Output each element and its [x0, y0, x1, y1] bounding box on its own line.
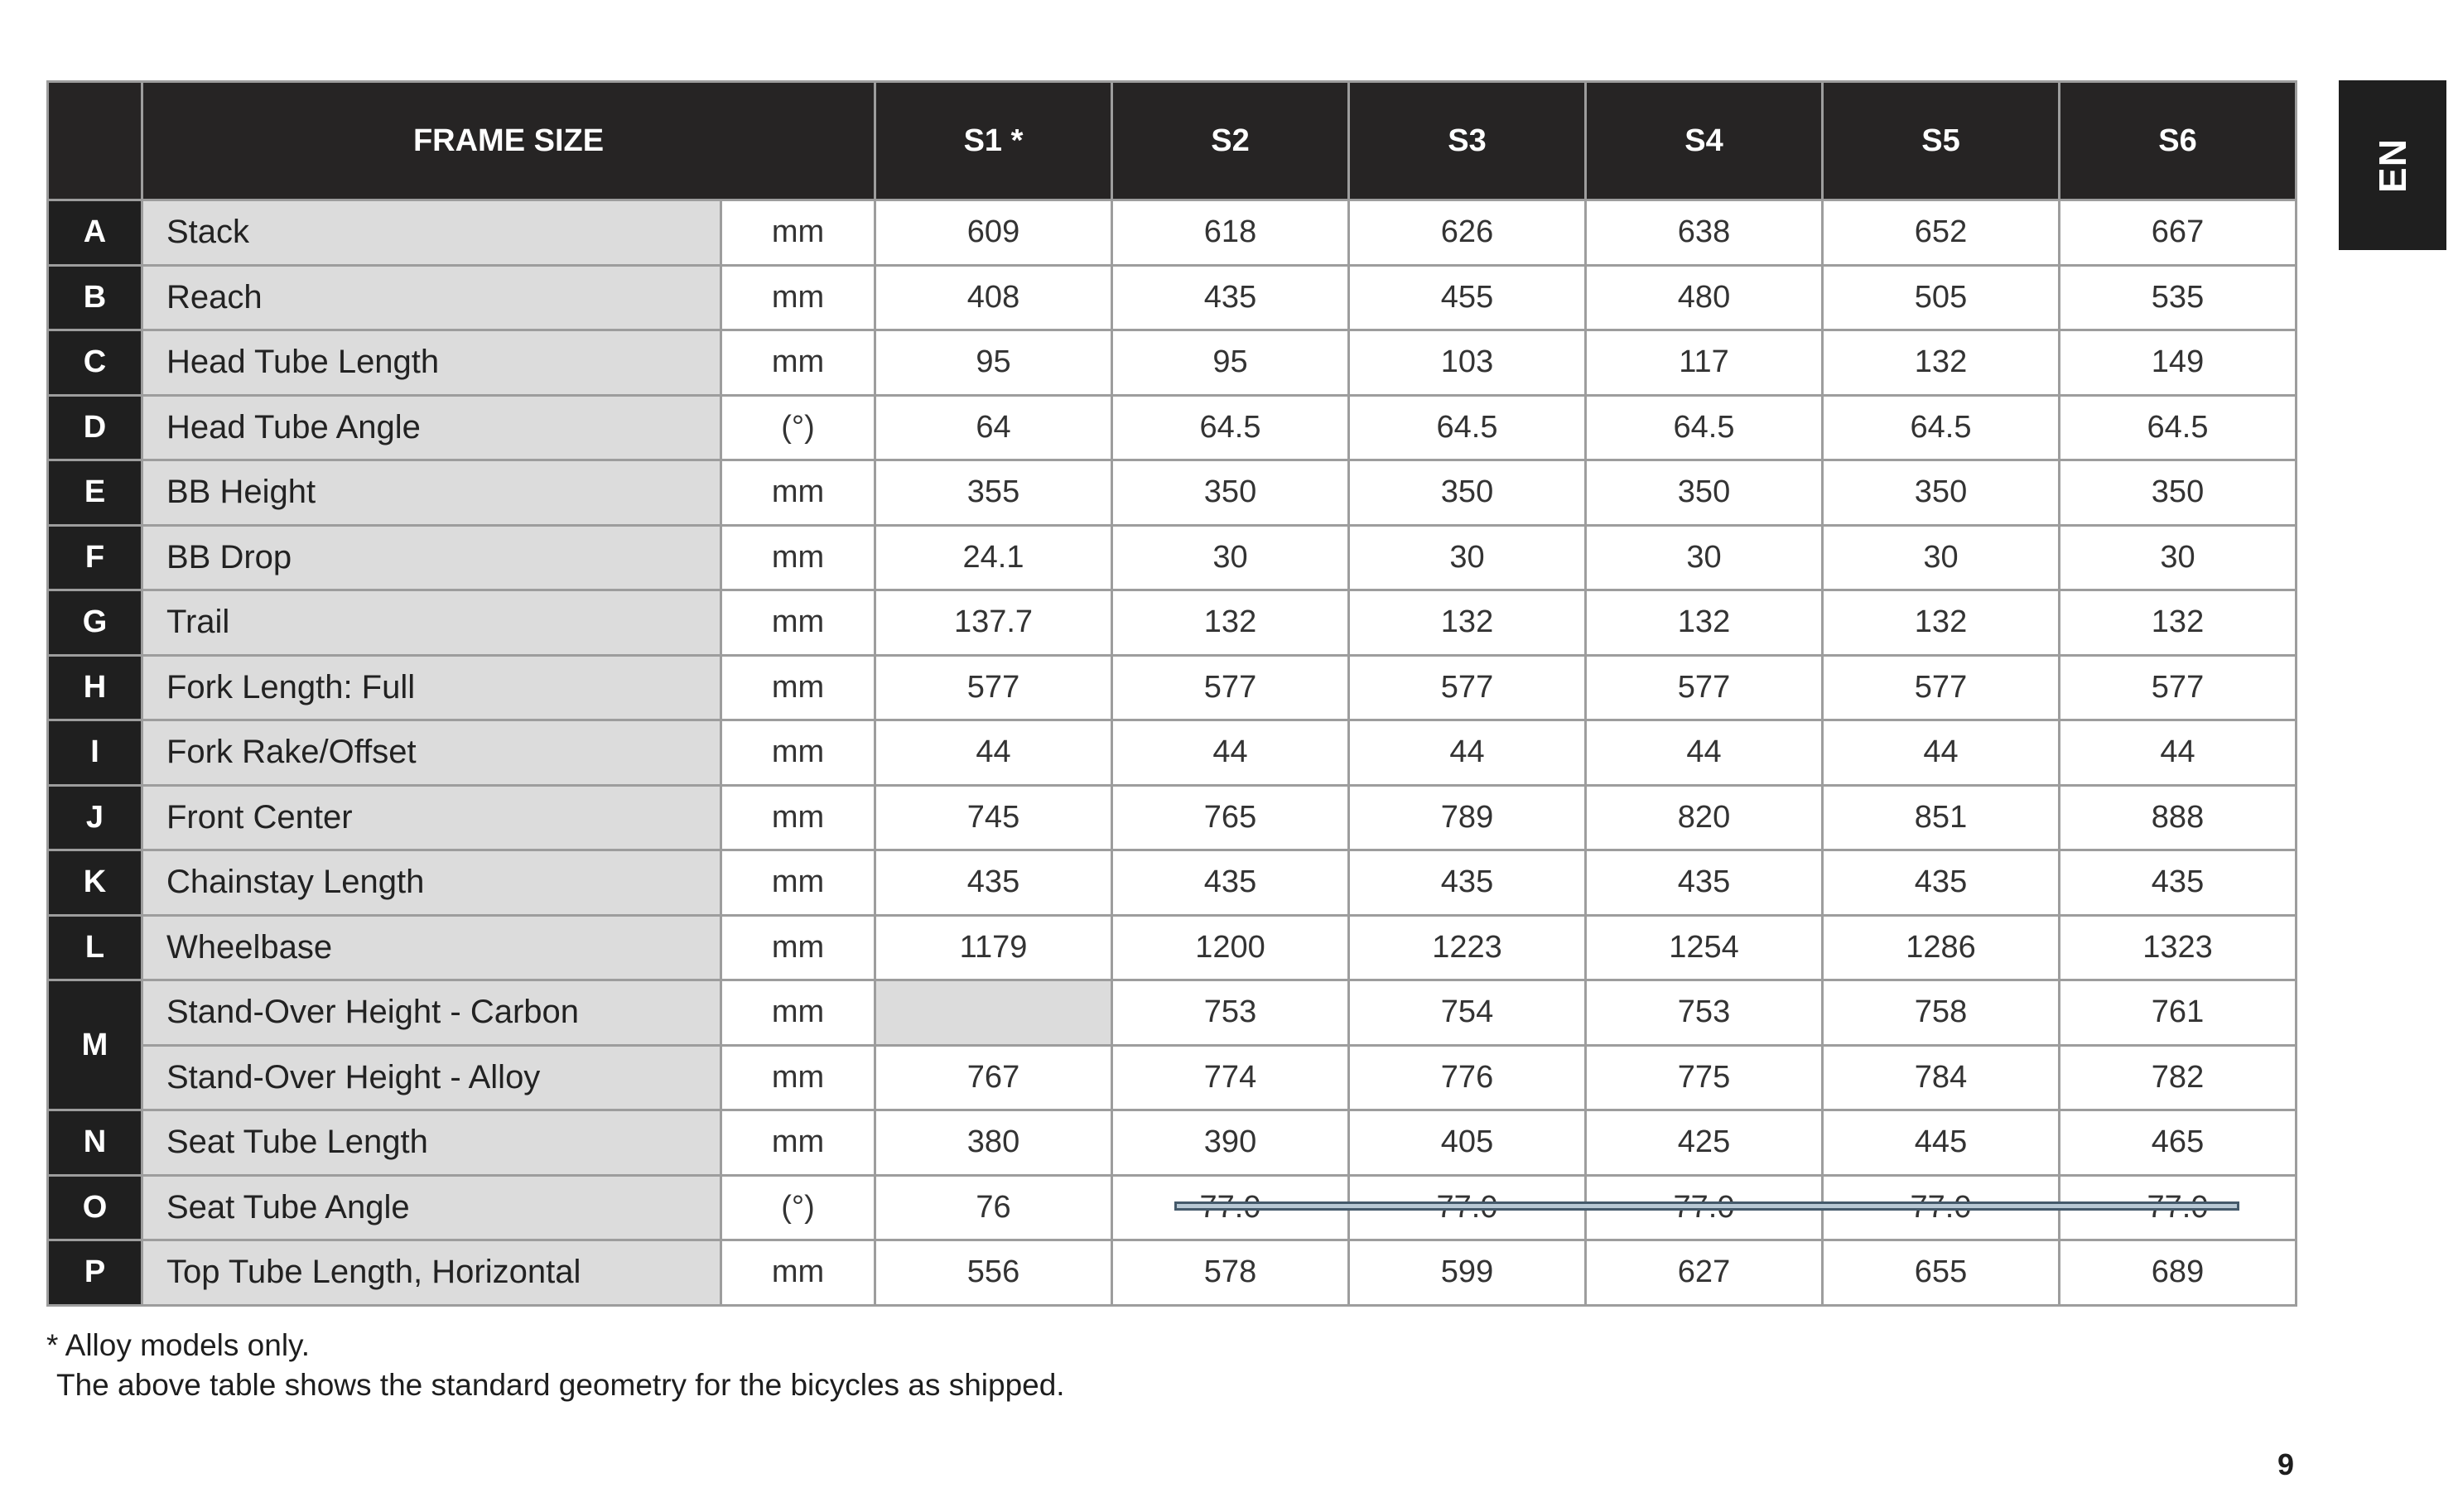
value-cell: 1254	[1586, 915, 1823, 980]
value-cell: 789	[1349, 785, 1586, 850]
value-cell: 137.7	[875, 590, 1112, 656]
value-cell: 435	[1823, 850, 2060, 916]
size-header: S1 *	[875, 82, 1112, 200]
value-cell: 753	[1586, 980, 1823, 1046]
frame-size-header: FRAME SIZE	[142, 82, 875, 200]
row-code: N	[48, 1110, 142, 1176]
value-cell: 408	[875, 265, 1112, 330]
row-unit: mm	[721, 1110, 875, 1176]
value-cell: 95	[875, 330, 1112, 396]
value-cell: 627	[1586, 1240, 1823, 1306]
value-cell: 578	[1112, 1240, 1349, 1306]
row-code: F	[48, 525, 142, 590]
value-cell: 64.5	[1112, 395, 1349, 460]
row-label: Reach	[142, 265, 721, 330]
row-label: Stand-Over Height - Carbon	[142, 980, 721, 1046]
value-cell: 782	[2060, 1045, 2297, 1110]
value-cell: 577	[1586, 655, 1823, 720]
value-cell: 380	[875, 1110, 1112, 1176]
table-row	[48, 395, 2297, 460]
value-cell: 445	[1823, 1110, 2060, 1176]
value-cell: 30	[1112, 525, 1349, 590]
seat-tube-angle-strike-line	[1174, 1201, 2239, 1211]
page-number: 9	[2277, 1447, 2295, 1481]
row-code: A	[48, 200, 142, 266]
table-row	[48, 1045, 2297, 1110]
value-cell	[875, 980, 1112, 1046]
value-cell: 652	[1823, 200, 2060, 266]
value-cell: 753	[1112, 980, 1349, 1046]
table-row	[48, 200, 2297, 266]
value-cell: 577	[1112, 655, 1349, 720]
row-unit: mm	[721, 980, 875, 1046]
table-row	[48, 1240, 2297, 1306]
row-code: O	[48, 1175, 142, 1240]
value-cell: 577	[875, 655, 1112, 720]
size-header: S5	[1823, 82, 2060, 200]
row-unit: mm	[721, 1045, 875, 1110]
table-row	[48, 460, 2297, 526]
table-row	[48, 785, 2297, 850]
table-row	[48, 590, 2297, 656]
value-cell: 95	[1112, 330, 1349, 396]
table-row	[48, 525, 2297, 590]
table-row	[48, 980, 2297, 1046]
value-cell: 758	[1823, 980, 2060, 1046]
value-cell: 405	[1349, 1110, 1586, 1176]
value-cell: 761	[2060, 980, 2297, 1046]
table-row	[48, 330, 2297, 396]
value-cell: 350	[1112, 460, 1349, 526]
value-cell: 132	[1349, 590, 1586, 656]
value-cell: 455	[1349, 265, 1586, 330]
row-unit: mm	[721, 200, 875, 266]
row-code: C	[48, 330, 142, 396]
row-label: Fork Rake/Offset	[142, 720, 721, 786]
row-label: Trail	[142, 590, 721, 656]
value-cell: 784	[1823, 1045, 2060, 1110]
value-cell: 76	[875, 1175, 1112, 1240]
value-cell: 754	[1349, 980, 1586, 1046]
language-tab	[2339, 80, 2446, 250]
row-label: Front Center	[142, 785, 721, 850]
footnote-alloy: * Alloy models only.	[46, 1328, 311, 1362]
value-cell: 609	[875, 200, 1112, 266]
value-cell: 44	[1112, 720, 1349, 786]
value-cell: 1179	[875, 915, 1112, 980]
row-label: Head Tube Length	[142, 330, 721, 396]
value-cell: 577	[1349, 655, 1586, 720]
row-code: G	[48, 590, 142, 656]
value-cell: 618	[1112, 200, 1349, 266]
value-cell: 577	[2060, 655, 2297, 720]
value-cell: 425	[1586, 1110, 1823, 1176]
value-cell: 556	[875, 1240, 1112, 1306]
row-code: J	[48, 785, 142, 850]
value-cell: 64	[875, 395, 1112, 460]
value-cell: 667	[2060, 200, 2297, 266]
value-cell: 626	[1349, 200, 1586, 266]
value-cell: 480	[1586, 265, 1823, 330]
value-cell: 44	[1823, 720, 2060, 786]
row-unit: mm	[721, 525, 875, 590]
value-cell: 1223	[1349, 915, 1586, 980]
value-cell: 30	[1586, 525, 1823, 590]
value-cell: 132	[1586, 590, 1823, 656]
value-cell: 350	[1586, 460, 1823, 526]
row-label: Head Tube Angle	[142, 395, 721, 460]
row-unit: mm	[721, 915, 875, 980]
row-code: L	[48, 915, 142, 980]
row-code: P	[48, 1240, 142, 1306]
row-unit: (°)	[721, 395, 875, 460]
table-body	[48, 200, 2297, 1306]
value-cell: 390	[1112, 1110, 1349, 1176]
value-cell: 775	[1586, 1045, 1823, 1110]
header-corner-cell	[48, 82, 142, 200]
value-cell: 888	[2060, 785, 2297, 850]
row-label: BB Height	[142, 460, 721, 526]
value-cell: 599	[1349, 1240, 1586, 1306]
row-unit: mm	[721, 850, 875, 916]
value-cell: 30	[1349, 525, 1586, 590]
value-cell: 350	[1349, 460, 1586, 526]
value-cell: 689	[2060, 1240, 2297, 1306]
size-header: S6	[2060, 82, 2297, 200]
value-cell: 851	[1823, 785, 2060, 850]
row-label: BB Drop	[142, 525, 721, 590]
value-cell: 577	[1823, 655, 2060, 720]
row-label: Stack	[142, 200, 721, 266]
table-row	[48, 1110, 2297, 1176]
value-cell: 350	[1823, 460, 2060, 526]
row-unit: mm	[721, 590, 875, 656]
value-cell: 132	[2060, 590, 2297, 656]
value-cell: 24.1	[875, 525, 1112, 590]
value-cell: 132	[1823, 590, 2060, 656]
footnote-standard-geometry: The above table shows the standard geometry for the bicycles as shipped.	[56, 1368, 1065, 1402]
value-cell: 776	[1349, 1045, 1586, 1110]
value-cell: 435	[875, 850, 1112, 916]
size-header: S3	[1349, 82, 1586, 200]
value-cell: 638	[1586, 200, 1823, 266]
row-code: D	[48, 395, 142, 460]
value-cell: 132	[1112, 590, 1349, 656]
value-cell: 767	[875, 1045, 1112, 1110]
row-unit: mm	[721, 265, 875, 330]
value-cell: 435	[1349, 850, 1586, 916]
value-cell: 30	[2060, 525, 2297, 590]
table-row	[48, 850, 2297, 916]
row-unit: mm	[721, 330, 875, 396]
value-cell: 435	[1112, 265, 1349, 330]
row-unit: mm	[721, 785, 875, 850]
row-unit: (°)	[721, 1175, 875, 1240]
row-code: E	[48, 460, 142, 526]
row-code: H	[48, 655, 142, 720]
value-cell: 149	[2060, 330, 2297, 396]
value-cell: 435	[1586, 850, 1823, 916]
row-label: Fork Length: Full	[142, 655, 721, 720]
value-cell: 132	[1823, 330, 2060, 396]
value-cell: 435	[1112, 850, 1349, 916]
table-header-row	[48, 82, 2297, 200]
row-label: Chainstay Length	[142, 850, 721, 916]
value-cell: 64.5	[1349, 395, 1586, 460]
row-label: Seat Tube Length	[142, 1110, 721, 1176]
value-cell: 1323	[2060, 915, 2297, 980]
row-code: K	[48, 850, 142, 916]
row-unit: mm	[721, 655, 875, 720]
value-cell: 44	[2060, 720, 2297, 786]
geometry-table	[46, 80, 2297, 1307]
row-label: Wheelbase	[142, 915, 721, 980]
value-cell: 465	[2060, 1110, 2297, 1176]
size-header: S2	[1112, 82, 1349, 200]
value-cell: 103	[1349, 330, 1586, 396]
row-label: Top Tube Length, Horizontal	[142, 1240, 721, 1306]
value-cell: 117	[1586, 330, 1823, 396]
value-cell: 64.5	[2060, 395, 2297, 460]
size-header: S4	[1586, 82, 1823, 200]
row-unit: mm	[721, 460, 875, 526]
value-cell: 44	[1349, 720, 1586, 786]
language-tab-label: EN	[2371, 137, 2414, 193]
value-cell: 435	[2060, 850, 2297, 916]
value-cell: 765	[1112, 785, 1349, 850]
table-row	[48, 915, 2297, 980]
table-row	[48, 720, 2297, 786]
value-cell: 350	[2060, 460, 2297, 526]
value-cell: 774	[1112, 1045, 1349, 1110]
value-cell: 44	[875, 720, 1112, 786]
value-cell: 1286	[1823, 915, 2060, 980]
value-cell: 44	[1586, 720, 1823, 786]
row-unit: mm	[721, 720, 875, 786]
row-code: M	[48, 980, 142, 1110]
value-cell: 1200	[1112, 915, 1349, 980]
row-label: Seat Tube Angle	[142, 1175, 721, 1240]
row-label: Stand-Over Height - Alloy	[142, 1045, 721, 1110]
table-row	[48, 655, 2297, 720]
row-code: B	[48, 265, 142, 330]
table-row	[48, 265, 2297, 330]
value-cell: 64.5	[1823, 395, 2060, 460]
value-cell: 820	[1586, 785, 1823, 850]
value-cell: 30	[1823, 525, 2060, 590]
value-cell: 355	[875, 460, 1112, 526]
value-cell: 745	[875, 785, 1112, 850]
value-cell: 64.5	[1586, 395, 1823, 460]
row-unit: mm	[721, 1240, 875, 1306]
row-code: I	[48, 720, 142, 786]
value-cell: 655	[1823, 1240, 2060, 1306]
value-cell: 505	[1823, 265, 2060, 330]
value-cell: 535	[2060, 265, 2297, 330]
